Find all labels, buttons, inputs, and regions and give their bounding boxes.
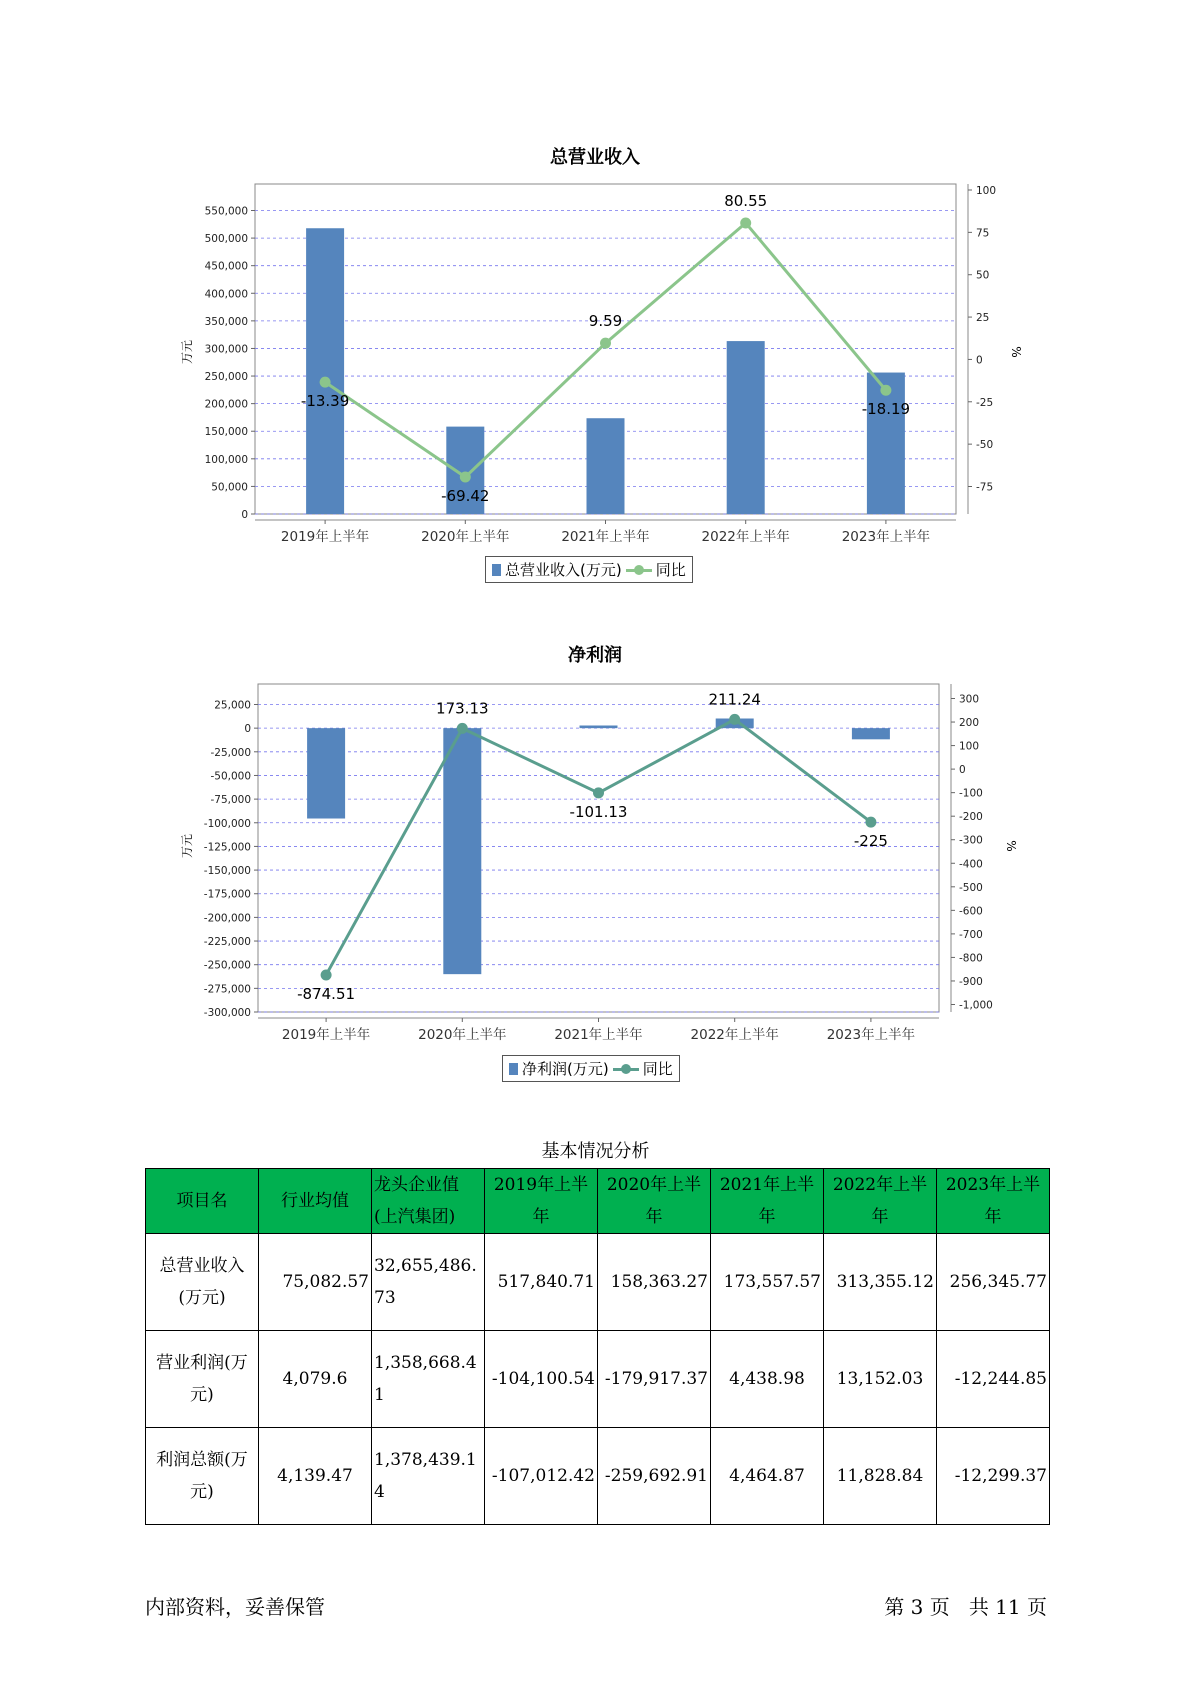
y-tick-label: 50,000 xyxy=(211,481,248,494)
row-label: 总营业收入(万元) xyxy=(146,1234,259,1331)
y2-tick-label: -1,000 xyxy=(959,999,993,1012)
y-tick-label: -250,000 xyxy=(203,959,251,972)
table-row xyxy=(146,1331,1050,1428)
data-label: -225 xyxy=(853,832,888,851)
x-tick-label: 2019年上半年 xyxy=(281,1027,371,1043)
y-tick-label: -100,000 xyxy=(203,817,251,830)
y-tick-label: 500,000 xyxy=(204,233,248,246)
plot-area xyxy=(258,684,939,1012)
y-tick-label: 100,000 xyxy=(204,453,248,466)
x-tick-label: 2021年上半年 xyxy=(561,529,650,545)
table-cell: 4,139.47 xyxy=(259,1428,372,1525)
y2-tick-label: 0 xyxy=(959,764,966,777)
chart2-legend-bar-label: 净利润(万元) xyxy=(522,1060,609,1078)
data-label: 211.24 xyxy=(708,690,761,709)
y2-tick-label: 0 xyxy=(976,354,983,367)
y2-tick-label: -75 xyxy=(976,481,994,494)
yoy-point xyxy=(457,723,468,734)
table-cell: -179,917.37 xyxy=(598,1331,711,1428)
chart1-legend-bar-label: 总营业收入(万元) xyxy=(505,561,622,579)
table-cell: 11,828.84 xyxy=(824,1428,937,1525)
row-label: 营业利润(万元) xyxy=(146,1331,259,1428)
y2-axis-title: % xyxy=(1004,840,1018,852)
table-cell: 313,355.12 xyxy=(824,1234,937,1331)
y-tick-label: 250,000 xyxy=(204,371,248,384)
data-label: 80.55 xyxy=(724,191,768,210)
header-cell: 2021年上半年 xyxy=(711,1169,824,1234)
y2-tick-label: 75 xyxy=(976,227,990,240)
y-tick-label: 300,000 xyxy=(204,343,248,356)
y-tick-label: -225,000 xyxy=(203,936,251,949)
y2-tick-label: 100 xyxy=(959,740,980,753)
y2-tick-label: -400 xyxy=(959,858,983,871)
table-cell: 158,363.27 xyxy=(598,1234,711,1331)
y2-tick-label: -700 xyxy=(959,928,983,941)
y2-axis-title: % xyxy=(1009,346,1023,358)
x-tick-label: 2020年上半年 xyxy=(421,529,510,545)
y-axis-title: 万元 xyxy=(180,339,194,365)
y2-tick-label: -300 xyxy=(959,834,983,847)
table-cell: 4,464.87 xyxy=(711,1428,824,1525)
x-tick-label: 2019年上半年 xyxy=(280,529,370,545)
row-label: 利润总额(万元) xyxy=(146,1428,259,1525)
table-cell: -259,692.91 xyxy=(598,1428,711,1525)
y-tick-label: 0 xyxy=(241,509,248,521)
y-tick-label: -75,000 xyxy=(210,794,251,807)
yoy-point xyxy=(865,817,876,828)
y2-tick-label: 200 xyxy=(959,717,980,730)
y2-tick-label: 100 xyxy=(976,185,997,197)
chart2-legend-line-label: 同比 xyxy=(642,1060,673,1078)
yoy-point xyxy=(593,787,604,798)
y2-tick-label: -50 xyxy=(976,439,994,452)
table-row xyxy=(146,1234,1050,1331)
y-tick-label: -25,000 xyxy=(210,746,251,759)
y-tick-label: 550,000 xyxy=(204,205,248,218)
yoy-point xyxy=(321,969,332,980)
table-cell: 173,557.57 xyxy=(711,1234,824,1331)
y-tick-label: -200,000 xyxy=(203,912,251,925)
y-tick-label: -275,000 xyxy=(203,983,251,996)
header-cell: 2019年上半年 xyxy=(485,1169,598,1234)
y2-tick-label: -500 xyxy=(959,881,983,894)
x-tick-label: 2022年上半年 xyxy=(690,1027,779,1043)
line-legend-icon xyxy=(613,1063,639,1075)
y2-tick-label: -600 xyxy=(959,905,983,918)
table-header-row xyxy=(146,1169,1050,1234)
bar xyxy=(443,728,481,974)
table-cell: 32,655,486.73 xyxy=(372,1234,485,1331)
bar-legend-icon xyxy=(509,1063,518,1075)
y-tick-label: 400,000 xyxy=(204,288,248,301)
table-cell: -104,100.54 xyxy=(485,1331,598,1428)
data-label: -13.39 xyxy=(300,392,350,411)
header-cell: 2022年上半年 xyxy=(824,1169,937,1234)
chart1-title: 总营业收入 xyxy=(550,147,640,168)
yoy-point xyxy=(729,714,740,725)
y-tick-label: 0 xyxy=(244,723,251,736)
table-cell: 256,345.77 xyxy=(937,1234,1050,1331)
table-caption: 基本情况分析 xyxy=(541,1141,650,1162)
chart2-title: 净利润 xyxy=(568,645,622,666)
footer-left: 内部资料，妥善保管 xyxy=(145,1595,325,1619)
y-tick-label: -125,000 xyxy=(203,841,251,854)
data-label: -101.13 xyxy=(569,802,628,821)
data-label: -874.51 xyxy=(297,984,356,1003)
y-tick-label: 200,000 xyxy=(204,398,248,411)
table-cell: 75,082.57 xyxy=(259,1234,372,1331)
y2-tick-label: 25 xyxy=(976,312,990,325)
y-tick-label: -300,000 xyxy=(203,1007,251,1019)
header-cell: 行业均值 xyxy=(259,1169,372,1234)
data-label: 9.59 xyxy=(588,312,623,331)
y2-tick-label: -800 xyxy=(959,952,983,965)
y2-tick-label: -900 xyxy=(959,975,983,988)
header-cell: 2023年上半年 xyxy=(937,1169,1050,1234)
table-cell: -107,012.42 xyxy=(485,1428,598,1525)
footer-right: 第 3 页 共 11 页 xyxy=(884,1595,1047,1619)
bar xyxy=(580,726,618,729)
basic-analysis-table xyxy=(145,1168,1050,1525)
x-tick-label: 2022年上半年 xyxy=(701,529,790,545)
data-label: 173.13 xyxy=(436,699,489,718)
y-axis-title: 万元 xyxy=(180,833,194,859)
y2-tick-label: -25 xyxy=(976,396,994,409)
y-tick-label: -175,000 xyxy=(203,888,251,901)
header-cell: 项目名 xyxy=(146,1169,259,1234)
y2-tick-label: 300 xyxy=(959,693,980,706)
y2-tick-label: 50 xyxy=(976,269,990,282)
y-tick-label: -150,000 xyxy=(203,865,251,878)
x-tick-label: 2020年上半年 xyxy=(418,1027,507,1043)
table-cell: 517,840.71 xyxy=(485,1234,598,1331)
y-tick-label: 150,000 xyxy=(204,426,248,439)
y2-tick-label: -200 xyxy=(959,811,983,824)
data-label: -18.19 xyxy=(861,400,911,419)
table-cell: -12,244.85 xyxy=(937,1331,1050,1428)
table-cell: 1,378,439.14 xyxy=(372,1428,485,1525)
x-tick-label: 2023年上半年 xyxy=(826,1027,916,1043)
x-tick-label: 2023年上半年 xyxy=(841,529,931,545)
chart2-legend xyxy=(502,1055,680,1082)
y2-tick-label: -100 xyxy=(959,787,983,800)
table-cell: 4,079.6 xyxy=(259,1331,372,1428)
table-cell: -12,299.37 xyxy=(937,1428,1050,1525)
bar xyxy=(852,728,890,739)
table-cell: 13,152.03 xyxy=(824,1331,937,1428)
chart1-legend-line-label: 同比 xyxy=(655,561,686,579)
data-label: -69.42 xyxy=(441,487,490,506)
y-tick-label: 25,000 xyxy=(214,699,251,712)
y-tick-label: 350,000 xyxy=(204,315,248,328)
y-tick-label: -50,000 xyxy=(210,770,251,783)
x-tick-label: 2021年上半年 xyxy=(554,1027,643,1043)
table-row xyxy=(146,1428,1050,1525)
table-cell: 4,438.98 xyxy=(711,1331,824,1428)
y-tick-label: 450,000 xyxy=(204,260,248,273)
table-cell: 1,358,668.41 xyxy=(372,1331,485,1428)
header-cell: 龙头企业值(上汽集团) xyxy=(372,1169,485,1234)
bar xyxy=(307,728,345,818)
header-cell: 2020年上半年 xyxy=(598,1169,711,1234)
